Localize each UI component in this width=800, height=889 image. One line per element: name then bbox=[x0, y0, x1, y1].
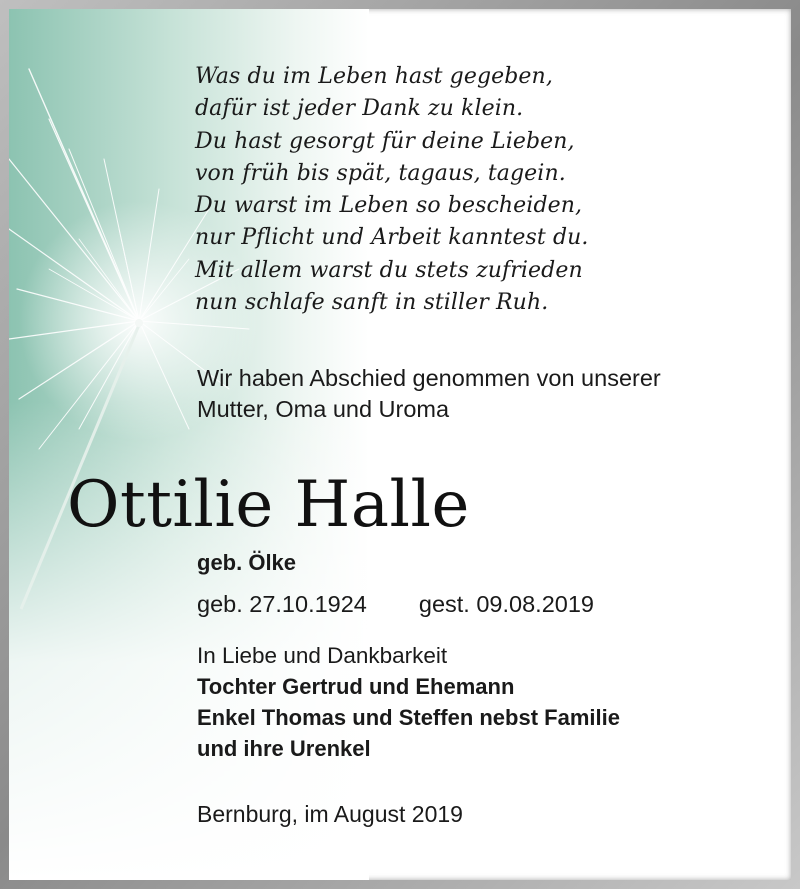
poem-line: Du warst im Leben so bescheiden, bbox=[195, 193, 583, 219]
birth-date: geb. 27.10.1924 bbox=[197, 591, 367, 617]
poem bbox=[195, 61, 589, 319]
obituary-card bbox=[9, 9, 791, 880]
deceased-name: Ottilie Halle bbox=[67, 468, 470, 542]
mourner-line: Tochter Gertrud und Ehemann bbox=[197, 674, 515, 699]
mourner-line: Enkel Thomas und Steffen nebst Familie bbox=[197, 705, 620, 730]
life-dates bbox=[197, 589, 594, 619]
poem-line: Du hast gesorgt für deine Lieben, bbox=[195, 128, 575, 154]
maiden-name: geb. Ölke bbox=[197, 550, 297, 575]
mourners-list bbox=[197, 671, 620, 764]
mourners-intro: In Liebe und Dankbarkeit bbox=[197, 643, 448, 668]
poem-line: nur Pflicht und Arbeit kanntest du. bbox=[195, 225, 589, 251]
poem-line: von früh bis spät, tagaus, tagein. bbox=[195, 160, 566, 186]
poem-line: dafür ist jeder Dank zu klein. bbox=[195, 96, 524, 122]
poem-line: nun schlafe sanft in stiller Ruh. bbox=[195, 290, 549, 316]
farewell-line: Mutter, Oma und Uroma bbox=[197, 396, 450, 422]
death-date: gest. 09.08.2019 bbox=[418, 591, 594, 617]
farewell-text bbox=[197, 363, 661, 425]
place-and-date: Bernburg, im August 2019 bbox=[197, 801, 463, 827]
poem-line: Was du im Leben hast gegeben, bbox=[195, 64, 553, 89]
poem-line: Mit allem warst du stets zufrieden bbox=[195, 257, 583, 283]
farewell-line: Wir haben Abschied genommen von unserer bbox=[197, 365, 661, 391]
mourner-line: und ihre Urenkel bbox=[197, 736, 371, 761]
